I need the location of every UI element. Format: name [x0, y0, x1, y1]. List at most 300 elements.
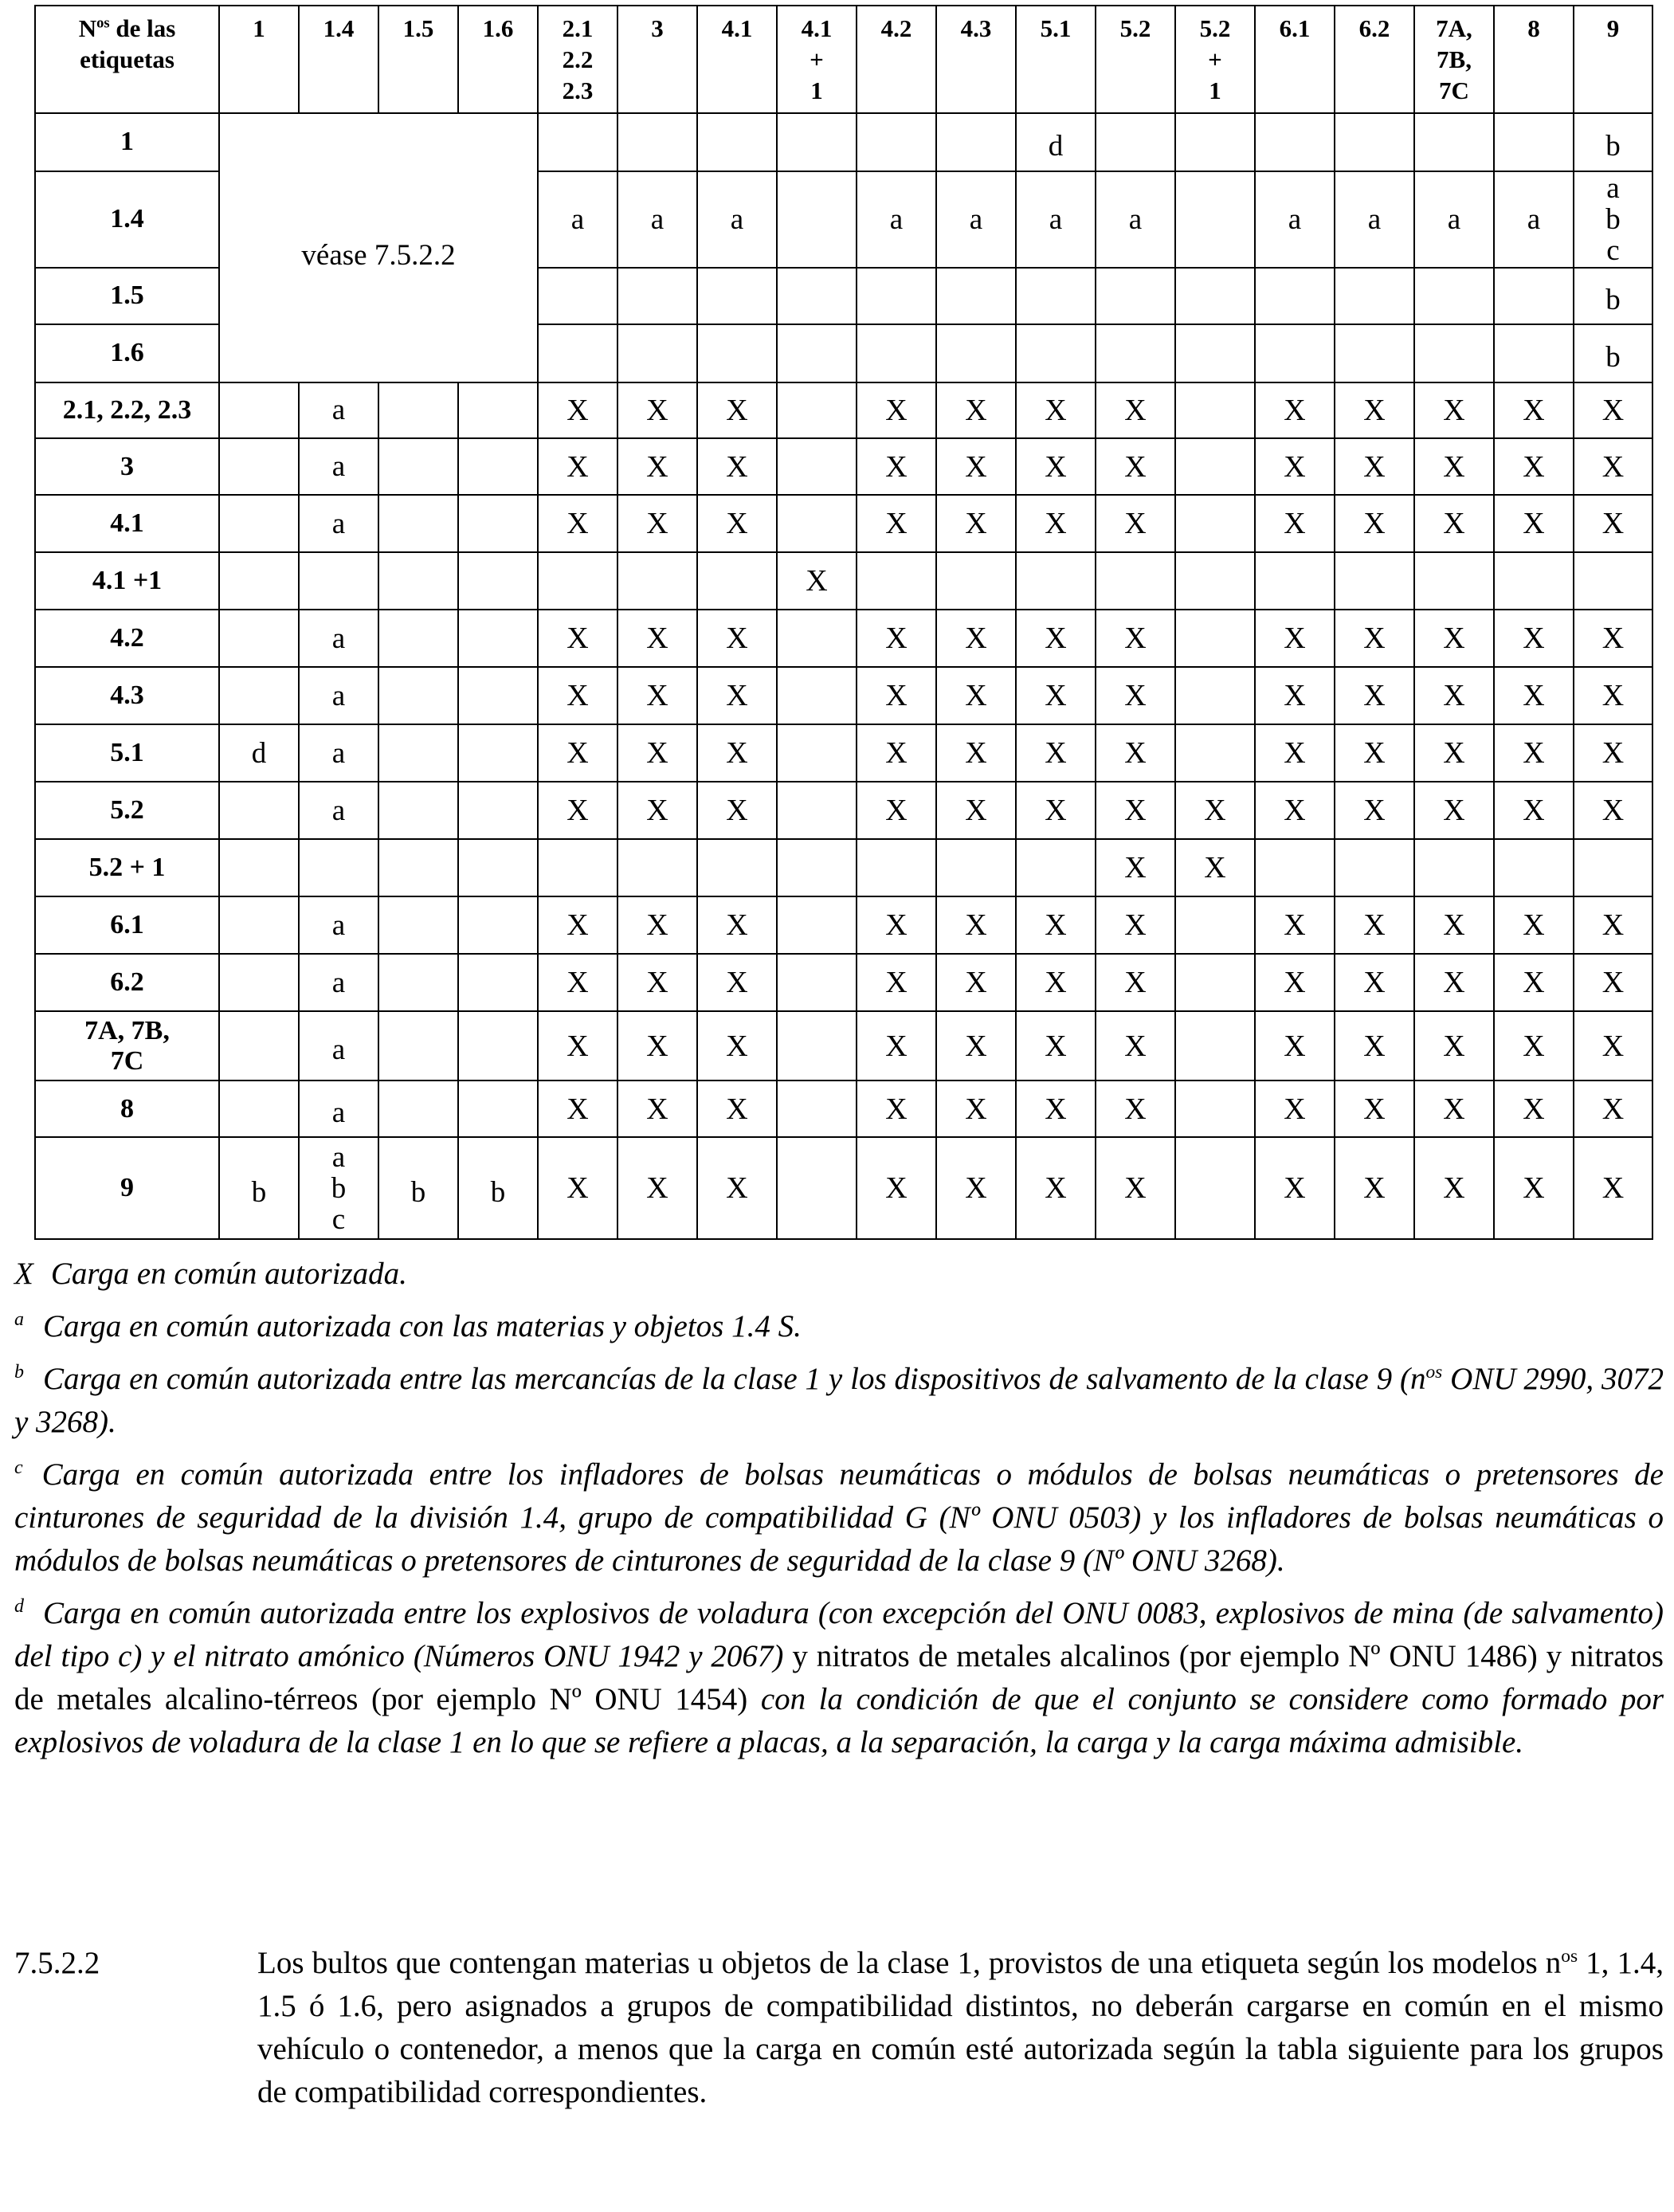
table-cell: X	[1494, 954, 1574, 1011]
table-cell	[777, 839, 857, 896]
footnote-b-mark: b	[14, 1362, 24, 1382]
table-cell: X	[617, 724, 697, 782]
row-header: 9	[35, 1137, 219, 1239]
col-header: 4.1	[697, 6, 777, 113]
table-cell: a	[299, 896, 378, 954]
table-row	[35, 610, 1652, 667]
table-cell: b	[1574, 113, 1652, 171]
footnote-c-text: Carga en común autorizada entre los infladores de bolsas neumáticas o módulos de bolsas neumáticas o pretensores de cinturones de seguridad de la división 1.4, grupo de compatibilidad G (Nº ONU 0503) y los infladores de bolsas neumáticas o módulos de bolsas neumáticas o pretensores de cinturones de seguridad de la clase 9 (Nº ONU 3268).	[14, 1457, 1664, 1578]
table-cell	[1335, 324, 1414, 382]
see-reference-text: véase 7.5.2.2	[301, 238, 456, 272]
table-cell	[1574, 839, 1652, 896]
row-header: 4.1 +1	[35, 552, 219, 610]
table-cell	[1335, 268, 1414, 324]
table-cell: X	[936, 896, 1016, 954]
table-cell	[219, 896, 299, 954]
table-cell	[1175, 724, 1255, 782]
table-cell	[1016, 552, 1096, 610]
table-cell	[777, 1011, 857, 1081]
table-cell: a	[617, 171, 697, 268]
col-header: 6.1	[1255, 6, 1335, 113]
table-cell: X	[697, 667, 777, 724]
table-row	[35, 839, 1652, 896]
table-cell	[538, 839, 617, 896]
table-cell	[777, 438, 857, 495]
table-cell: X	[617, 1137, 697, 1239]
footnote-d-text-upright: y nitratos de metales alcalinos (por ejemplo Nº ONU 1486) y nitratos de metales alcalino-térreos (por ejemplo Nº ONU 1454)	[14, 1639, 1664, 1716]
table-cell	[378, 839, 458, 896]
table-cell: X	[1096, 1081, 1175, 1137]
table-cell: X	[1335, 495, 1414, 552]
table-cell: a	[1096, 171, 1175, 268]
table-cell: X	[697, 1011, 777, 1081]
table-cell	[777, 724, 857, 782]
corner-sup: os	[96, 14, 110, 32]
table-cell: X	[1016, 667, 1096, 724]
table-cell: X	[1016, 896, 1096, 954]
table-cell	[219, 495, 299, 552]
table-cell	[1494, 268, 1574, 324]
table-cell: X	[697, 495, 777, 552]
table-cell: X	[1414, 667, 1494, 724]
table-cell: X	[1335, 1011, 1414, 1081]
col-header: 9	[1574, 6, 1652, 113]
table-cell: X	[1574, 1011, 1652, 1081]
table-cell: X	[857, 724, 936, 782]
table-cell: X	[1574, 724, 1652, 782]
table-cell: a b c	[299, 1137, 378, 1239]
table-cell: X	[1494, 724, 1574, 782]
table-cell: X	[1016, 724, 1096, 782]
table-cell: X	[697, 1081, 777, 1137]
table-cell	[1175, 113, 1255, 171]
table-cell: X	[617, 782, 697, 839]
table-cell	[458, 1081, 538, 1137]
table-cell	[857, 113, 936, 171]
table-cell: X	[1414, 1081, 1494, 1137]
table-cell: X	[857, 1137, 936, 1239]
footnote-b-sup: os	[1425, 1362, 1443, 1382]
table-cell	[458, 954, 538, 1011]
footnotes	[14, 1253, 1664, 1774]
table-cell	[857, 268, 936, 324]
table-cell	[378, 1081, 458, 1137]
clause-number: 7.5.2.2	[14, 1946, 100, 1980]
table-cell: X	[777, 552, 857, 610]
table-cell: X	[697, 954, 777, 1011]
table-cell	[378, 667, 458, 724]
footnote-a-mark: a	[14, 1309, 24, 1330]
table-cell	[219, 552, 299, 610]
table-cell	[777, 1081, 857, 1137]
table-cell: X	[1574, 1081, 1652, 1137]
table-cell	[1175, 1011, 1255, 1081]
table-cell	[777, 382, 857, 439]
row-header: 6.1	[35, 896, 219, 954]
col-header: 3	[617, 6, 697, 113]
table-cell	[936, 839, 1016, 896]
table-cell	[219, 954, 299, 1011]
footnote-x	[14, 1253, 1664, 1296]
table-cell: X	[538, 667, 617, 724]
table-cell	[378, 1011, 458, 1081]
table-cell	[1494, 839, 1574, 896]
table-cell: X	[617, 438, 697, 495]
table-cell	[1175, 382, 1255, 439]
table-cell: X	[1494, 896, 1574, 954]
table-cell: X	[1335, 1081, 1414, 1137]
table-cell: X	[936, 1011, 1016, 1081]
row-header: 7A, 7B, 7C	[35, 1011, 219, 1081]
table-cell: X	[1494, 782, 1574, 839]
table-cell	[1175, 268, 1255, 324]
table-cell: X	[857, 782, 936, 839]
row-header: 4.2	[35, 610, 219, 667]
table-cell: a	[299, 724, 378, 782]
table-cell: X	[936, 495, 1016, 552]
table-cell	[378, 782, 458, 839]
table-cell: X	[1574, 495, 1652, 552]
table-cell	[1175, 954, 1255, 1011]
footnote-d-text-end: con la condición de que el conjunto se considere como formado por explosivos de voladura de la clase 1 en lo que se refiere a placas, a la separación, la carga y la carga máxima admisible.	[14, 1682, 1664, 1759]
footnote-b-text: Carga en común autorizada entre las mercancías de la clase 1 y los dispositivos de salvamento de la clase 9 (n	[43, 1362, 1426, 1396]
table-cell: X	[1255, 610, 1335, 667]
table-cell: a	[1414, 171, 1494, 268]
table-cell	[299, 552, 378, 610]
table-cell: X	[1494, 610, 1574, 667]
table-cell: X	[697, 724, 777, 782]
table-row	[35, 495, 1652, 552]
table-cell: X	[538, 438, 617, 495]
table-cell	[458, 782, 538, 839]
table-cell: b	[219, 1137, 299, 1239]
table-row	[35, 954, 1652, 1011]
table-cell	[1096, 113, 1175, 171]
table-cell	[777, 782, 857, 839]
table-cell	[538, 324, 617, 382]
col-header: 4.1 + 1	[777, 6, 857, 113]
table-cell	[1255, 552, 1335, 610]
table-cell	[458, 382, 538, 439]
table-cell	[378, 610, 458, 667]
table-cell	[857, 552, 936, 610]
table-cell	[1414, 552, 1494, 610]
table-cell: a	[299, 1081, 378, 1137]
table-cell: X	[1335, 954, 1414, 1011]
table-cell: X	[1175, 839, 1255, 896]
table-row	[35, 552, 1652, 610]
table-cell: X	[857, 1011, 936, 1081]
footnote-b-text-end: ONU 2990, 3072 y 3268).	[14, 1362, 1664, 1439]
table-cell	[777, 610, 857, 667]
row-header: 1.6	[35, 324, 219, 382]
table-row	[35, 667, 1652, 724]
table-cell: X	[1574, 896, 1652, 954]
table-cell: X	[857, 382, 936, 439]
table-cell: X	[1096, 610, 1175, 667]
col-header: 5.2 + 1	[1175, 6, 1255, 113]
table-cell: X	[538, 495, 617, 552]
footnote-x-mark: X	[14, 1257, 33, 1291]
table-cell: X	[697, 782, 777, 839]
table-cell	[777, 268, 857, 324]
table-cell: X	[697, 610, 777, 667]
table-row	[35, 113, 1652, 171]
table-cell: X	[1494, 1011, 1574, 1081]
table-cell: X	[857, 667, 936, 724]
table-cell: X	[1096, 724, 1175, 782]
table-cell: X	[857, 896, 936, 954]
clause-7-5-2-2	[14, 1942, 1664, 2114]
table-cell	[299, 839, 378, 896]
clause-sup: os	[1561, 1946, 1578, 1967]
table-cell	[777, 1137, 857, 1239]
table-cell	[378, 495, 458, 552]
table-cell	[458, 896, 538, 954]
row-header: 6.2	[35, 954, 219, 1011]
table-cell	[538, 268, 617, 324]
table-cell	[378, 954, 458, 1011]
table-cell: X	[1335, 610, 1414, 667]
table-cell	[1494, 552, 1574, 610]
table-row	[35, 1137, 1652, 1239]
table-cell	[219, 1011, 299, 1081]
table-cell: X	[1096, 495, 1175, 552]
table-cell: X	[617, 954, 697, 1011]
row-header: 3	[35, 438, 219, 495]
col-header: 7A, 7B, 7C	[1414, 6, 1494, 113]
table-cell: a	[299, 954, 378, 1011]
table-cell: X	[1494, 667, 1574, 724]
table-cell	[538, 552, 617, 610]
table-cell: a	[299, 782, 378, 839]
row-header: 5.2 + 1	[35, 839, 219, 896]
row-header: 5.2	[35, 782, 219, 839]
table-cell: X	[936, 438, 1016, 495]
table-cell	[458, 724, 538, 782]
table-cell: X	[617, 896, 697, 954]
row-header: 2.1, 2.2, 2.3	[35, 382, 219, 439]
table-cell	[1414, 268, 1494, 324]
table-cell	[219, 667, 299, 724]
table-cell	[458, 610, 538, 667]
col-header: 5.2	[1096, 6, 1175, 113]
table-cell: X	[538, 896, 617, 954]
table-cell	[777, 667, 857, 724]
table-cell	[1175, 896, 1255, 954]
table-cell: X	[1016, 1011, 1096, 1081]
table-cell: a	[299, 382, 378, 439]
table-cell	[777, 896, 857, 954]
table-cell	[697, 268, 777, 324]
table-cell: X	[936, 954, 1016, 1011]
col-header: 1	[219, 6, 299, 113]
table-cell	[697, 839, 777, 896]
table-cell	[857, 839, 936, 896]
table-cell	[458, 552, 538, 610]
table-cell	[1175, 610, 1255, 667]
table-cell: X	[936, 1081, 1016, 1137]
table-cell: X	[1096, 839, 1175, 896]
footnote-x-text: Carga en común autorizada.	[50, 1257, 407, 1291]
table-cell: X	[1335, 438, 1414, 495]
row-header: 4.3	[35, 667, 219, 724]
table-cell: X	[1414, 724, 1494, 782]
table-cell	[378, 382, 458, 439]
table-cell: X	[697, 1137, 777, 1239]
footnote-c-mark: c	[14, 1457, 23, 1478]
table-cell: X	[1414, 610, 1494, 667]
table-cell: X	[617, 495, 697, 552]
footnote-b	[14, 1358, 1664, 1444]
table-cell	[1255, 113, 1335, 171]
table-cell: b	[378, 1137, 458, 1239]
table-cell	[1255, 324, 1335, 382]
table-cell: d	[1016, 113, 1096, 171]
table-cell: X	[1096, 1011, 1175, 1081]
table-row	[35, 1011, 1652, 1081]
table-cell: a	[299, 667, 378, 724]
table-cell: X	[1255, 896, 1335, 954]
table-cell: X	[1096, 1137, 1175, 1239]
table-cell	[378, 896, 458, 954]
table-cell	[617, 268, 697, 324]
table-cell: X	[1494, 438, 1574, 495]
table-cell: X	[936, 667, 1016, 724]
table-cell: X	[1255, 724, 1335, 782]
table-cell: X	[1255, 1081, 1335, 1137]
table-cell: X	[1255, 667, 1335, 724]
table-cell	[219, 839, 299, 896]
table-cell: X	[1255, 438, 1335, 495]
col-header: 8	[1494, 6, 1574, 113]
table-cell	[458, 1011, 538, 1081]
table-cell: X	[1574, 954, 1652, 1011]
table-cell: X	[538, 954, 617, 1011]
table-cell	[1096, 324, 1175, 382]
table-cell	[1175, 552, 1255, 610]
table-cell: X	[1255, 1137, 1335, 1239]
table-cell: a	[1335, 171, 1414, 268]
table-cell	[1096, 268, 1175, 324]
row-header: 1.5	[35, 268, 219, 324]
table-cell	[777, 324, 857, 382]
table-cell: X	[1335, 382, 1414, 439]
see-reference-cell	[219, 113, 538, 382]
table-cell: X	[1335, 1137, 1414, 1239]
table-cell	[1175, 1081, 1255, 1137]
table-cell: a	[1494, 171, 1574, 268]
table-cell	[936, 268, 1016, 324]
table-cell: X	[1016, 954, 1096, 1011]
table-cell: a	[299, 610, 378, 667]
table-cell: a	[936, 171, 1016, 268]
footnote-d-text: Carga en común autorizada entre los explosivos de voladura (con excepción del ONU 0083, explosivos de mina (de salvamento) del tipo c) y el nitrato amónico (Números ONU 1942 y 2067)	[14, 1596, 1664, 1673]
table-cell	[1175, 171, 1255, 268]
table-cell: X	[857, 954, 936, 1011]
clause-text-end: 1, 1.4, 1.5 ó 1.6, pero asignados a grupos de compatibilidad distintos, no deberán cargarse en común en el mismo vehículo o contenedor, a menos que la carga en común esté autorizada según la tabla siguiente para los grupos de compatibilidad correspondientes.	[257, 1946, 1664, 2109]
table-cell	[1335, 839, 1414, 896]
table-cell: X	[617, 1011, 697, 1081]
table-cell: X	[1494, 1081, 1574, 1137]
row-header: 1	[35, 113, 219, 171]
table-cell: X	[617, 382, 697, 439]
table-cell: X	[1414, 1137, 1494, 1239]
footnote-d	[14, 1592, 1664, 1764]
footnote-a	[14, 1305, 1664, 1348]
table-cell	[936, 324, 1016, 382]
table-cell	[617, 113, 697, 171]
table-cell: X	[1414, 954, 1494, 1011]
table-cell	[777, 954, 857, 1011]
table-cell: X	[1096, 782, 1175, 839]
table-cell: X	[1016, 1137, 1096, 1239]
table-cell: X	[1016, 610, 1096, 667]
table-cell	[458, 839, 538, 896]
table-cell: a	[299, 495, 378, 552]
table-cell: X	[936, 610, 1016, 667]
table-row	[35, 382, 1652, 439]
clause-body	[257, 1942, 1664, 2114]
table-cell: X	[1175, 782, 1255, 839]
table-cell	[219, 782, 299, 839]
table-cell: X	[538, 724, 617, 782]
table-cell	[219, 1081, 299, 1137]
table-cell	[617, 324, 697, 382]
table-cell: X	[936, 382, 1016, 439]
table-cell: X	[1494, 495, 1574, 552]
table-cell: X	[1255, 495, 1335, 552]
table-cell: X	[1335, 667, 1414, 724]
table-cell: X	[1016, 782, 1096, 839]
table-cell: X	[1096, 954, 1175, 1011]
table-row	[35, 1081, 1652, 1137]
table-cell: X	[857, 610, 936, 667]
table-cell: X	[1414, 495, 1494, 552]
table-cell: X	[1255, 1011, 1335, 1081]
table-cell	[697, 113, 777, 171]
table-cell: X	[857, 1081, 936, 1137]
table-cell: X	[1335, 782, 1414, 839]
table-cell: X	[857, 438, 936, 495]
table-cell	[1414, 839, 1494, 896]
table-cell: X	[1414, 896, 1494, 954]
col-header: 1.6	[458, 6, 538, 113]
table-cell	[538, 113, 617, 171]
table-cell: X	[1574, 782, 1652, 839]
table-cell	[777, 171, 857, 268]
table-cell: X	[1255, 782, 1335, 839]
table-cell	[1096, 552, 1175, 610]
row-header: 8	[35, 1081, 219, 1137]
table-cell	[1016, 839, 1096, 896]
footnote-a-text: Carga en común autorizada con las materias y objetos 1.4 S.	[43, 1309, 802, 1343]
table-cell: X	[538, 782, 617, 839]
table-cell	[378, 724, 458, 782]
table-cell	[617, 552, 697, 610]
table-cell: X	[538, 1081, 617, 1137]
table-cell	[1016, 268, 1096, 324]
table-cell	[936, 113, 1016, 171]
table-cell: a	[299, 438, 378, 495]
table-cell	[1255, 268, 1335, 324]
table-cell	[936, 552, 1016, 610]
table-cell: a	[857, 171, 936, 268]
table-cell: X	[1255, 954, 1335, 1011]
col-header: 6.2	[1335, 6, 1414, 113]
table-cell	[458, 438, 538, 495]
table-cell	[1175, 324, 1255, 382]
